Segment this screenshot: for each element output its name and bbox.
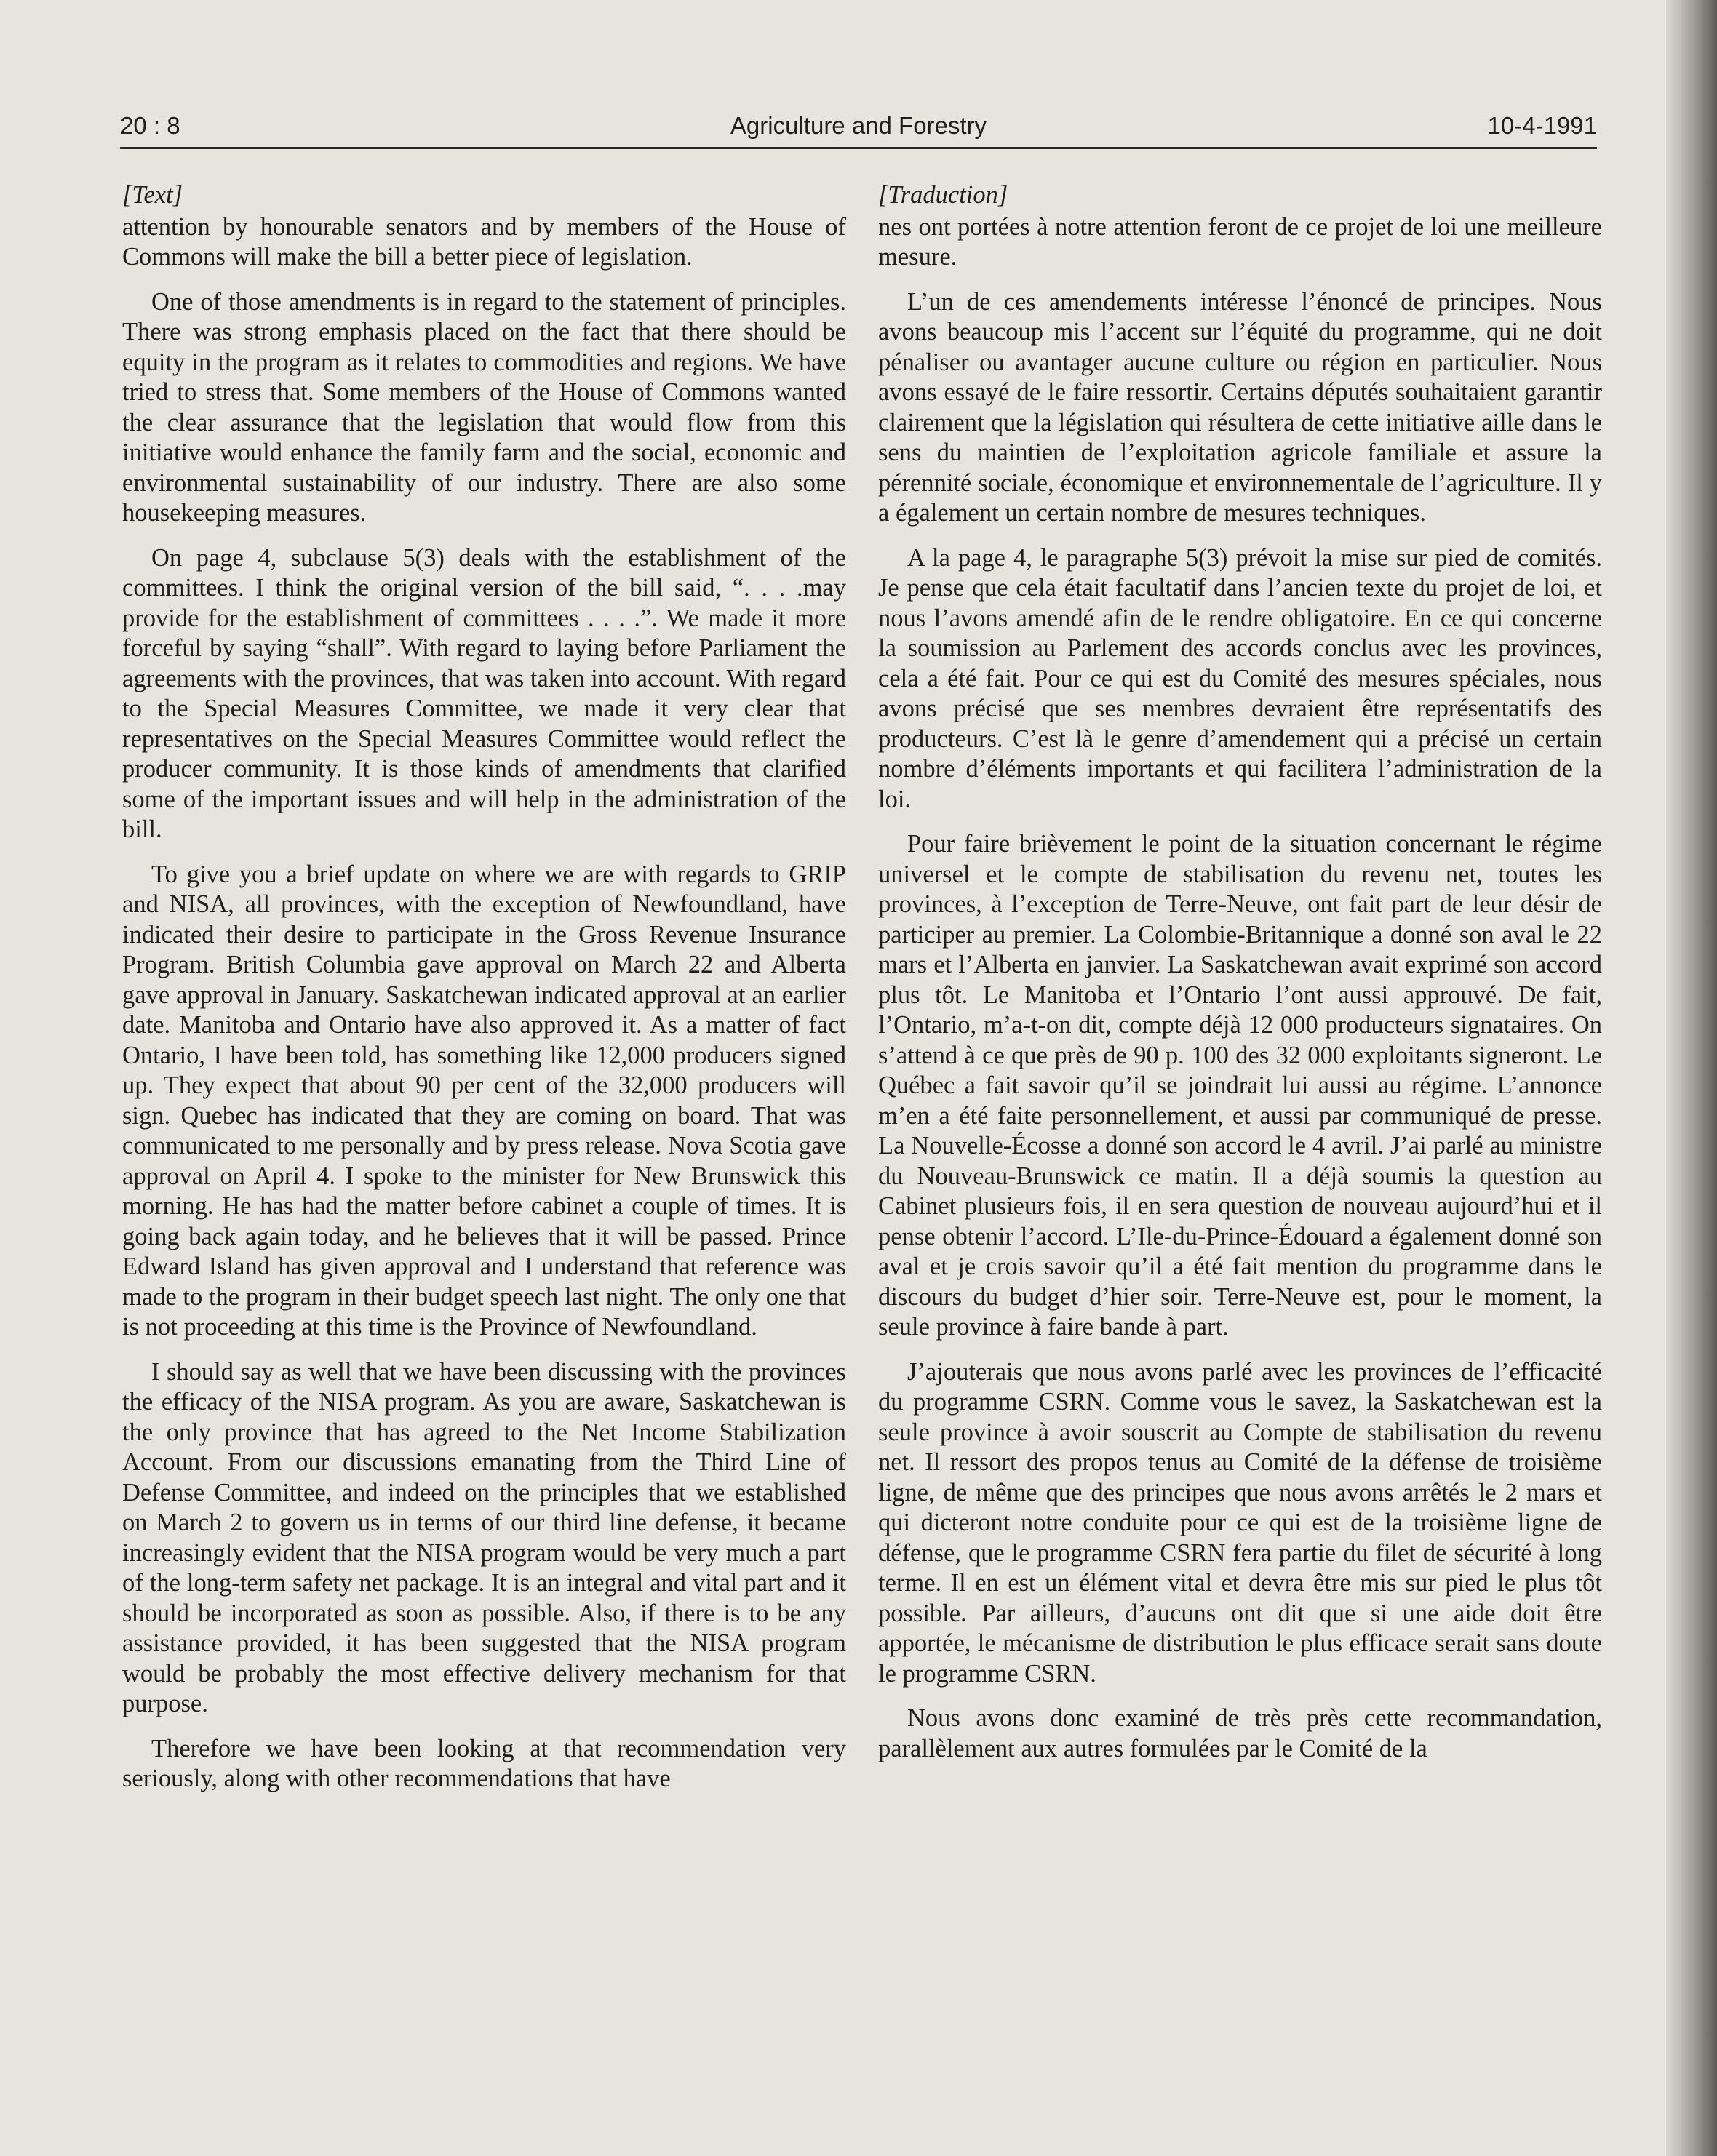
paragraph: attention by honourable senators and by members of the House of Commons will make the bill a better piece of legislation. xyxy=(122,212,846,271)
paragraph: J’ajouterais que nous avons parlé avec les provinces de l’efficacité du programme CSRN. Comme vous le savez, la Saskatchewan est la seule province à avoir souscrit au Compte de stabilisation du revenu net. Il ressort des propos tenus au Comité de la défense de troisième ligne, de même que des principes que nous avons arrêtés le 2 mars et qui dicteront notre conduite pour ce qui est de la troisième ligne de défense, que le programme CSRN fera partie du filet de sécurité à long terme. Il en est un élément vital et devra être mis sur pied le plus tôt possible. Par ailleurs, d’aucuns ont dit que si une aide doit être apportée, le mécanisme de distribution le plus efficace serait sans doute le programme CSRN. xyxy=(878,1357,1602,1688)
paragraph: I should say as well that we have been discussing with the provinces the efficacy of the NISA program. As you are aware, Saskatchewan is the only province that has agreed to the Net Income Stabilization Account. From our discussions emanating from the Third Line of Defense Committee, and indeed on the principles that we established on March 2 to govern us in terms of our third line defense, it became increasingly evident that the NISA program would be very much a part of the long-term safety net package. It is an integral and vital part and it should be incorporated as soon as possible. Also, if there is to be any assistance provided, it has been suggested that the NISA program would be probably the most effective delivery mechanism for that purpose. xyxy=(122,1357,846,1717)
paragraph: On page 4, subclause 5(3) deals with the establishment of the committees. I think the original version of the bill said, “. . . .may provide for the establishment of committees . . . .”. We made it more forceful by saying “shall”. With regard to laying before Parliament the agreements with the provinces, that was taken into account. With regard to the Special Measures Committee, we made it very clear that representatives on the Special Measures Committee would reflect the producer community. It is those kinds of amendments that clarified some of the important issues and will help in the administration of the bill. xyxy=(122,543,846,843)
paragraph: One of those amendments is in regard to the statement of principles. There was strong emphasis placed on the fact that there should be equity in the program as it relates to commodities and regions. We have tried to stress that. Some members of the House of Commons wanted the clear assurance that the legislation that would flow from this initiative would enhance the family farm and the social, economic and environmental sustainability of our industry. There are also some housekeeping measures. xyxy=(122,287,846,527)
english-column xyxy=(122,180,846,1809)
running-header xyxy=(120,111,1597,148)
text-label: [Text] xyxy=(122,181,183,209)
publication-title: Agriculture and Forestry xyxy=(730,112,987,139)
traduction-label: [Traduction] xyxy=(878,181,1008,209)
paragraph: Pour faire brièvement le point de la situation concernant le régime universel et le compte de stabilisation du revenu net, toutes les provinces, à l’exception de Terre-Neuve, ont fait part de leur désir de participer au premier. La Colombie-Britannique a donné son aval le 22 mars et l’Alberta en janvier. La Saskatchewan avait exprimé son accord plus tôt. Le Manitoba et l’Ontario l’ont aussi approuvé. De fait, l’Ontario, m’a-t-on dit, compte déjà 12 000 producteurs signataires. On s’attend à ce que près de 90 p. 100 des 32 000 exploitants signeront. Le Québec a fait savoir qu’il se joindrait lui aussi au régime. L’annonce m’en a été faite personnellement, et aussi par communiqué de presse. La Nouvelle-Écosse a donné son accord le 4 avril. J’ai parlé au ministre du Nouveau-Brunswick ce matin. Il a déjà soumis la question au Cabinet plusieurs fois, il en sera question de nouveau aujourd’hui et il pense obtenir l’accord. L’Ile-du-Prince-Édouard a également donné son aval et je crois savoir qu’il a été fait mention du programme dans le discours du budget d’hier soir. Terre-Neuve est, pour le moment, la seule province à faire bande à part. xyxy=(878,830,1602,1341)
issue-date: 10-4-1991 xyxy=(1487,112,1597,139)
paragraph: L’un de ces amendements intéresse l’énoncé de principes. Nous avons beaucoup mis l’accent sur l’équité du programme, qui ne doit pénaliser ou avantager aucune culture ou région en particulier. Nous avons essayé de le faire ressortir. Certains députés souhaitaient garantir clairement que la législation qui résultera de cette initiative aille dans le sens du maintien de l’exploitation agricole familiale et assure la pérennité sociale, économique et environnementale de l’agriculture. Il y a également un certain nombre de mesures techniques. xyxy=(878,287,1602,527)
header-rule xyxy=(120,147,1597,149)
french-column xyxy=(878,180,1602,1778)
paragraph: Therefore we have been looking at that recommendation very seriously, along with other recommendations that have xyxy=(122,1734,846,1792)
page-number: 20 : 8 xyxy=(120,112,180,139)
paragraph: nes ont portées à notre attention feront de ce projet de loi une meilleure mesure. xyxy=(878,212,1602,271)
paragraph: A la page 4, le paragraphe 5(3) prévoit la mise sur pied de comités. Je pense que cela était facultatif dans l’ancien texte du projet de loi, et nous l’avons amendé afin de le rendre obligatoire. En ce qui concerne la soumission au Parlement des accords conclus avec les provinces, cela a été fait. Pour ce qui est du Comité des mesures spéciales, nous avons précisé que ses membres devraient être représentatifs des producteurs. C’est là le genre d’amendement qui a précisé un certain nombre d’éléments importants et qui facilitera l’administration de la loi. xyxy=(878,543,1602,813)
page-binding-edge xyxy=(1666,0,1717,2156)
paragraph: Nous avons donc examiné de très près cette recommandation, parallèlement aux autres formulées par le Comité de la xyxy=(878,1704,1602,1762)
paragraph: To give you a brief update on where we are with regards to GRIP and NISA, all provinces, with the exception of Newfoundland, have indicated their desire to participate in the Gross Revenue Insurance Program. British Columbia gave approval on March 22 and Alberta gave approval in January. Saskatchewan indicated approval at an earlier date. Manitoba and Ontario have also approved it. As a matter of fact Ontario, I have been told, has something like 12,000 producers signed up. They expect that about 90 per cent of the 32,000 producers will sign. Quebec has indicated that they are coming on board. That was communicated to me personally and by press release. Nova Scotia gave approval on April 4. I spoke to the minister for New Brunswick this morning. He has had the matter before cabinet a couple of times. It is going back again today, and he believes that it will be passed. Prince Edward Island has given approval and I understand that reference was made to the program in their budget speech last night. The only one that is not proceeding at this time is the Province of Newfoundland. xyxy=(122,860,846,1341)
